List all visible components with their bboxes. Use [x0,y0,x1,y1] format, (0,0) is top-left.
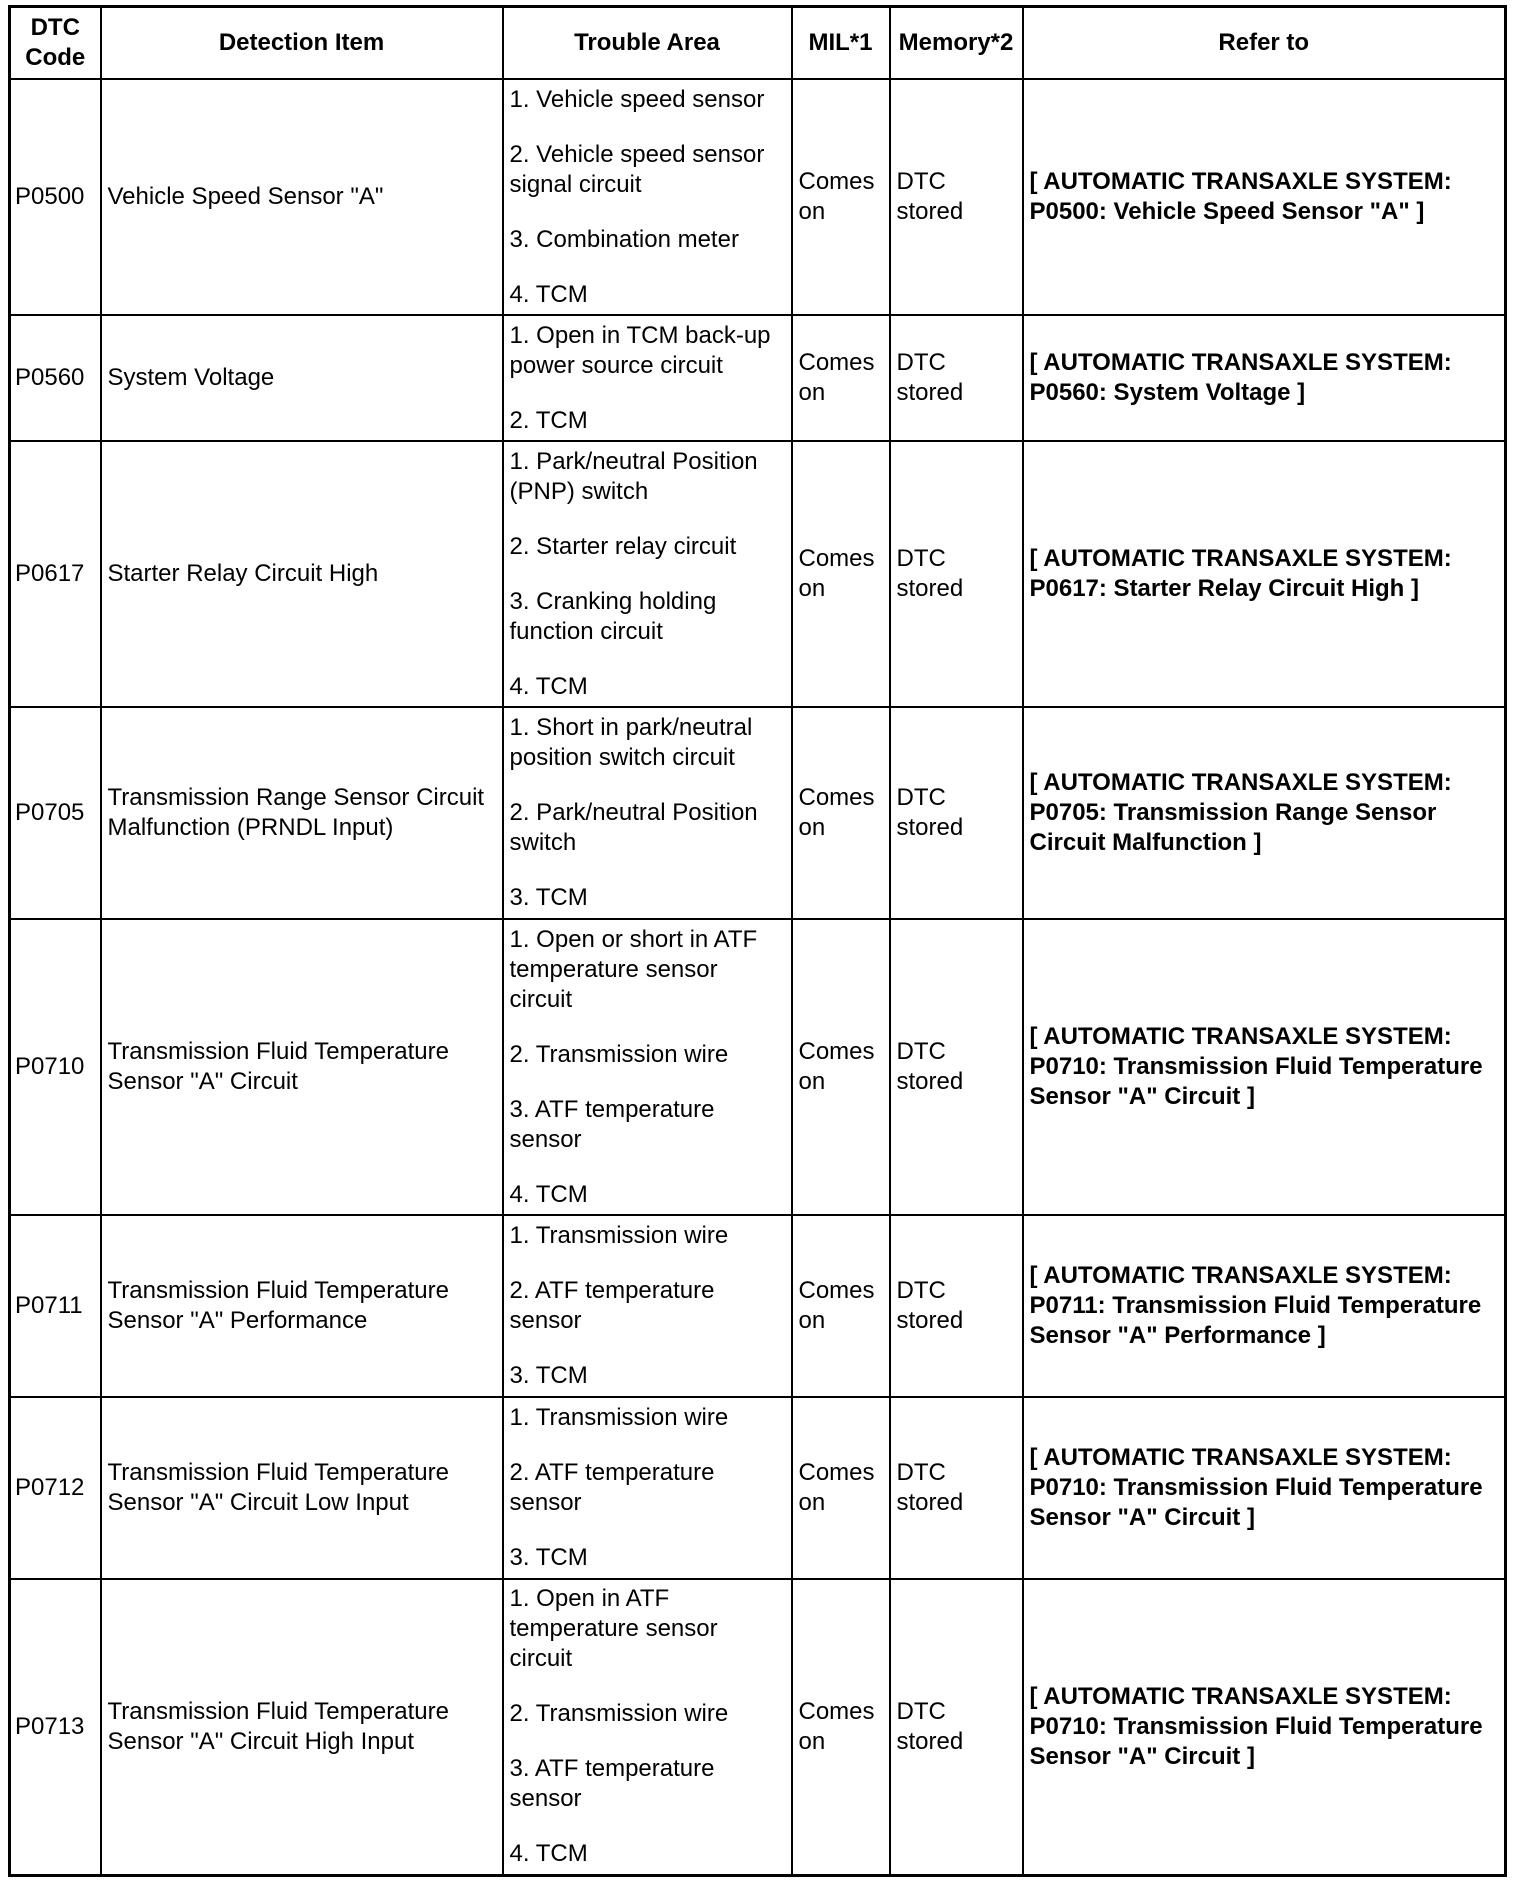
detection-item-cell: Transmission Fluid Temperature Sensor "A" Performance [101,1215,503,1397]
header-memory: Memory*2 [890,7,1023,80]
trouble-area-cell [503,1215,792,1397]
trouble-area-item: 4. TCM [509,1180,588,1208]
detection-item-cell: Transmission Range Sensor Circuit Malfunction (PRNDL Input) [101,707,503,919]
trouble-area-item: 2. ATF temperature sensor [509,1277,715,1334]
trouble-area-item: 3. ATF temperature sensor [509,1095,715,1153]
trouble-area-cell [503,919,792,1215]
trouble-area-item: 2. ATF temperature sensor [509,1459,715,1516]
trouble-area-item: 4. TCM [509,672,588,700]
refer-to-cell: [ AUTOMATIC TRANSAXLE SYSTEM: P0710: Transmission Fluid Temperature Sensor "A" Circuit ] [1023,919,1506,1215]
detection-item-cell: System Voltage [101,315,503,441]
refer-to-cell: [ AUTOMATIC TRANSAXLE SYSTEM: P0710: Transmission Fluid Temperature Sensor "A" Circuit ] [1023,1397,1506,1579]
trouble-area-item: 2. Vehicle speed sensor signal circuit [509,140,765,198]
refer-to-cell: [ AUTOMATIC TRANSAXLE SYSTEM: P0500: Vehicle Speed Sensor "A" ] [1023,79,1506,315]
table-row [10,315,1506,441]
trouble-area-item: 1. Vehicle speed sensor [509,85,765,113]
memory-cell: DTC stored [890,315,1023,441]
trouble-area-list [510,1582,785,1871]
memory-cell: DTC stored [890,1215,1023,1397]
trouble-area-cell [503,79,792,315]
trouble-area-cell [503,1397,792,1579]
mil-cell: Comes on [792,1215,890,1397]
memory-cell: DTC stored [890,919,1023,1215]
memory-cell: DTC stored [890,1397,1023,1579]
memory-cell: DTC stored [890,441,1023,707]
trouble-area-list [510,445,785,704]
dtc-code-cell: P0500 [10,79,101,315]
trouble-area-item: 1. Transmission wire [509,1222,729,1249]
dtc-code-cell: P0705 [10,707,101,919]
detection-item-cell: Transmission Fluid Temperature Sensor "A" Circuit High Input [101,1579,503,1875]
header-mil: MIL*1 [792,7,890,80]
header-refer-to: Refer to [1023,7,1506,80]
trouble-area-item: 3. ATF temperature sensor [509,1755,715,1813]
trouble-area-item: 2. Park/neutral Position switch [509,799,758,856]
dtc-code-cell: P0710 [10,919,101,1215]
refer-to-cell: [ AUTOMATIC TRANSAXLE SYSTEM: P0617: Starter Relay Circuit High ] [1023,441,1506,707]
dtc-code-cell: P0712 [10,1397,101,1579]
mil-cell: Comes on [792,315,890,441]
trouble-area-item: 3. TCM [509,1544,588,1571]
trouble-area-cell [503,441,792,707]
trouble-area-item: 3. Combination meter [509,225,739,253]
detection-item-cell: Vehicle Speed Sensor "A" [101,79,503,315]
header-row [10,7,1506,80]
memory-cell: DTC stored [890,1579,1023,1875]
refer-to-cell: [ AUTOMATIC TRANSAXLE SYSTEM: P0705: Transmission Range Sensor Circuit Malfunction ] [1023,707,1506,919]
memory-cell: DTC stored [890,79,1023,315]
detection-item-cell: Transmission Fluid Temperature Sensor "A" Circuit [101,919,503,1215]
table-row [10,919,1506,1215]
table-row [10,1215,1506,1397]
trouble-area-item: 4. TCM [509,1840,588,1868]
trouble-area-cell [503,1579,792,1875]
refer-to-cell: [ AUTOMATIC TRANSAXLE SYSTEM: P0710: Transmission Fluid Temperature Sensor "A" Circuit ] [1023,1579,1506,1875]
mil-cell: Comes on [792,79,890,315]
header-detection-item: Detection Item [101,7,503,80]
mil-cell: Comes on [792,441,890,707]
table-row [10,707,1506,919]
trouble-area-item: 1. Park/neutral Position (PNP) switch [509,447,758,505]
trouble-area-item: 2. TCM [509,406,588,434]
trouble-area-list [510,83,785,312]
table-row [10,441,1506,707]
mil-cell: Comes on [792,1579,890,1875]
table-body [10,79,1506,1875]
trouble-area-item: 1. Short in park/neutral position switch circuit [509,714,753,771]
trouble-area-item: 3. TCM [509,884,588,911]
trouble-area-item: 1. Transmission wire [509,1404,729,1431]
header-dtc-code: DTC Code [10,7,101,80]
dtc-table [8,5,1507,1877]
dtc-code-cell: P0713 [10,1579,101,1875]
trouble-area-list [510,1401,785,1575]
trouble-area-item: 3. TCM [509,1362,588,1389]
dtc-code-cell: P0711 [10,1215,101,1397]
trouble-area-item: 1. Open in TCM back-up power source circuit [509,321,771,379]
refer-to-cell: [ AUTOMATIC TRANSAXLE SYSTEM: P0711: Transmission Fluid Temperature Sensor "A" Performance ] [1023,1215,1506,1397]
refer-to-cell: [ AUTOMATIC TRANSAXLE SYSTEM: P0560: System Voltage ] [1023,315,1506,441]
mil-cell: Comes on [792,707,890,919]
trouble-area-item: 2. Starter relay circuit [509,532,737,560]
trouble-area-list [510,1219,785,1393]
detection-item-cell: Starter Relay Circuit High [101,441,503,707]
dtc-code-cell: P0560 [10,315,101,441]
detection-item-cell: Transmission Fluid Temperature Sensor "A" Circuit Low Input [101,1397,503,1579]
dtc-code-cell: P0617 [10,441,101,707]
trouble-area-cell [503,315,792,441]
trouble-area-list [510,319,785,438]
table-row [10,1397,1506,1579]
trouble-area-list [510,711,785,915]
mil-cell: Comes on [792,1397,890,1579]
trouble-area-cell [503,707,792,919]
trouble-area-item: 4. TCM [509,280,588,308]
trouble-area-item: 2. Transmission wire [509,1040,729,1068]
header-trouble-area: Trouble Area [503,7,792,80]
memory-cell: DTC stored [890,707,1023,919]
trouble-area-list [510,923,785,1212]
trouble-area-item: 3. Cranking holding function circuit [509,587,717,645]
trouble-area-item: 2. Transmission wire [509,1700,729,1728]
mil-cell: Comes on [792,919,890,1215]
table-row [10,1579,1506,1875]
trouble-area-item: 1. Open in ATF temperature sensor circuit [509,1585,718,1673]
table-row [10,79,1506,315]
trouble-area-item: 1. Open or short in ATF temperature sensor circuit [509,925,758,1013]
